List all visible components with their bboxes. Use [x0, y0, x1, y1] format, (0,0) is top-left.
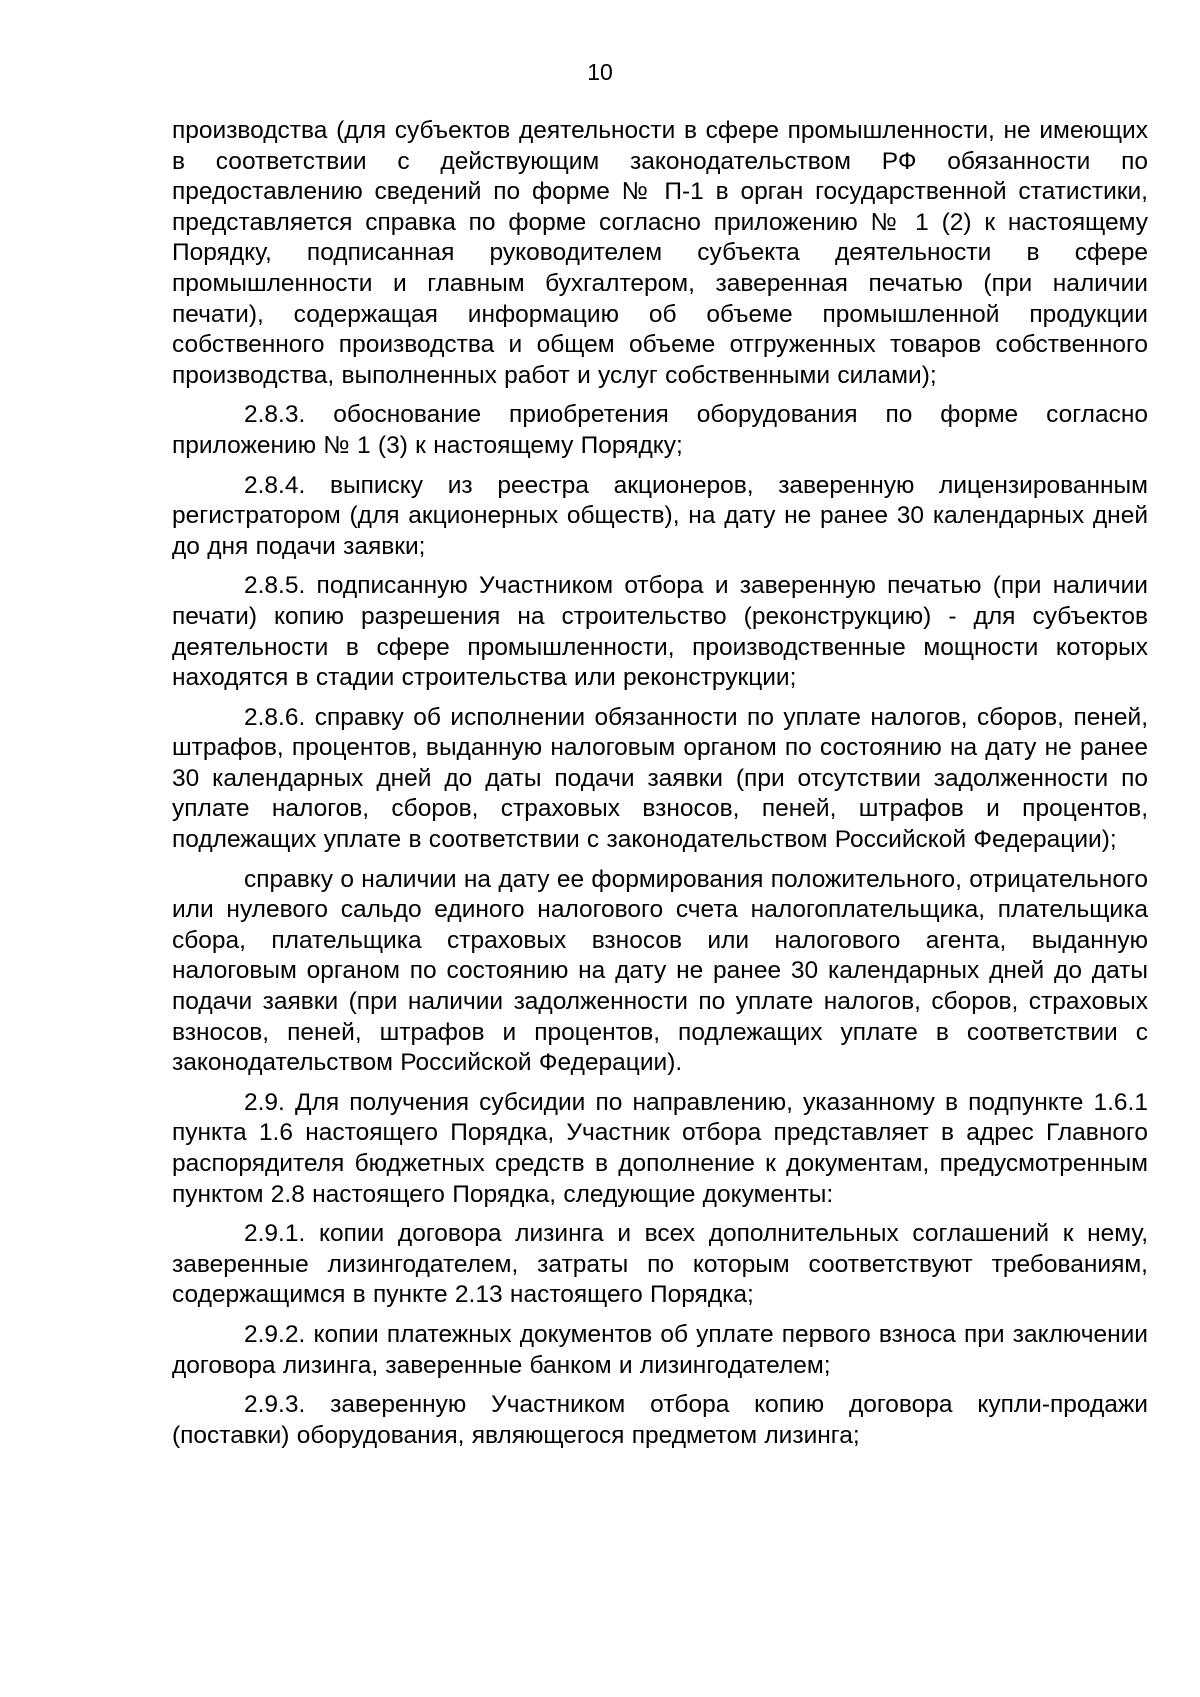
paragraph-2-8-6: 2.8.6. справку об исполнении обязанности по уплате налогов, сборов, пеней, штрафов, процентов, выданную налоговым органом по состоянию на дату не ранее 30 календарных дней до даты подачи заявки (при отсутствии задолженности по уплате налогов, сборов, страховых взносов, пеней, штрафов и процентов, подлежащих уплате в соответствии с законодательством Российской Федерации);	[172, 703, 1148, 854]
document-body	[172, 116, 1148, 1460]
paragraph-2-9-1: 2.9.1. копии договора лизинга и всех дополнительных соглашений к нему, заверенные лизингодателем, затраты по которым соответствуют требованиям, содержащимся в пункте 2.13 настоящего Порядка;	[172, 1220, 1148, 1309]
paragraph-2-8-5: 2.8.5. подписанную Участником отбора и заверенную печатью (при наличии печати) копию разрешения на строительство (реконструкцию) - для субъектов деятельности в сфере промышленности, производственные мощности которых находятся в стадии строительства или реконструкции;	[172, 572, 1148, 692]
paragraph-continuation: производства (для субъектов деятельности в сфере промышленности, не имеющих в соответствии с действующим законодательством РФ обязанности по предоставлению сведений по форме № П-1 в орган государственной статистики, представляется справка по форме согласно приложению № 1 (2) к настоящему Порядку, подписанная руководителем субъекта деятельности в сфере промышленности и главным бухгалтером, заверенная печатью (при наличии печати), содержащая информацию об объеме промышленной продукции собственного производства и общем объеме отгруженных товаров собственного производства, выполненных работ и услуг собственными силами);	[172, 117, 1148, 389]
paragraph-2-8-3: 2.8.3. обоснование приобретения оборудования по форме согласно приложению № 1 (3) к настоящему Порядку;	[172, 401, 1148, 459]
paragraph-2-8-4: 2.8.4. выписку из реестра акционеров, заверенную лицензированным регистратором (для акционерных обществ), на дату не ранее 30 календарных дней до дня подачи заявки;	[172, 471, 1148, 560]
paragraph-balance-certificate: справку о наличии на дату ее формирования положительного, отрицательного или нулевого сальдо единого налогового счета налогоплательщика, плательщика сбора, плательщика страховых взносов или налогового агента, выданную налоговым органом по состоянию на дату не ранее 30 календарных дней до даты подачи заявки (при наличии задолженности по уплате налогов, сборов, страховых взносов, пеней, штрафов и процентов, подлежащих уплате в соответствии с законодательством Российской Федерации).	[172, 865, 1148, 1077]
paragraph-2-9: 2.9. Для получения субсидии по направлению, указанному в подпункте 1.6.1 пункта 1.6 настоящего Порядка, Участник отбора представляет в адрес Главного распорядителя бюджетных средств в дополнение к документам, предусмотренным пунктом 2.8 настоящего Порядка, следующие документы:	[172, 1088, 1148, 1208]
paragraph-2-9-3: 2.9.3. заверенную Участником отбора копию договора купли-продажи (поставки) оборудования, являющегося предметом лизинга;	[172, 1391, 1148, 1449]
page-number: 10	[587, 59, 613, 85]
paragraph-2-9-2: 2.9.2. копии платежных документов об уплате первого взноса при заключении договора лизинга, заверенные банком и лизингодателем;	[172, 1320, 1148, 1379]
